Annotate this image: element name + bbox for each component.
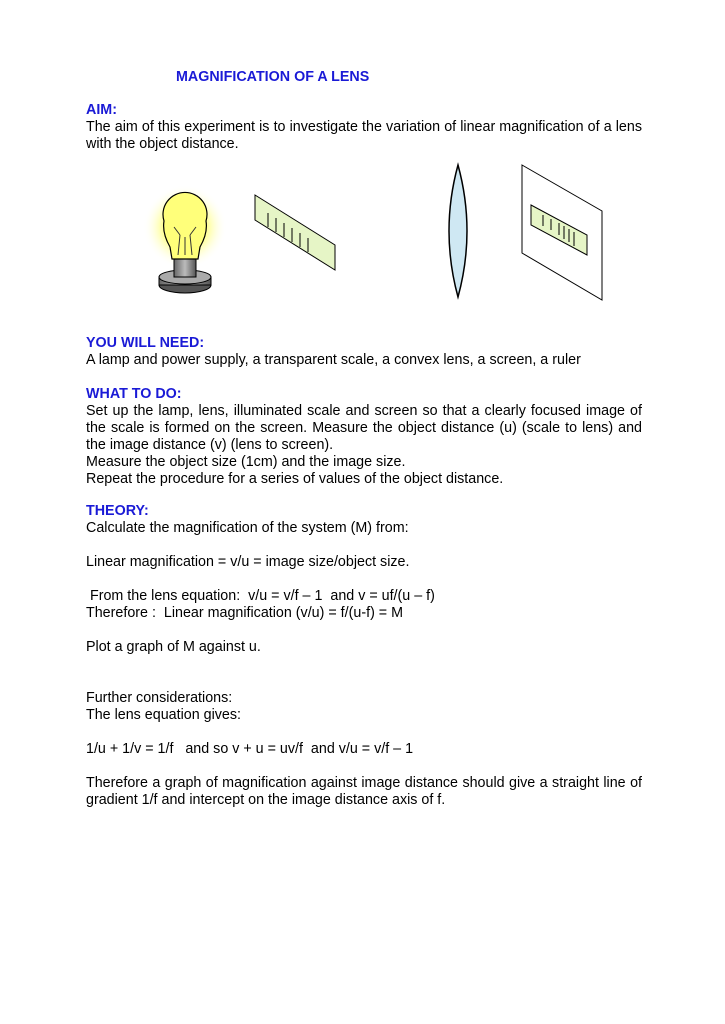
theory-line-5: Plot a graph of M against u. — [86, 639, 261, 655]
theory-section — [86, 503, 642, 809]
lamp-icon — [143, 185, 227, 293]
theory-heading: THEORY: — [86, 503, 149, 519]
todo-line-3: Repeat the procedure for a series of values of the object distance. — [86, 471, 504, 487]
aim-heading: AIM: — [86, 102, 117, 118]
theory-line-1: Calculate the magnification of the system (M) from: — [86, 520, 409, 536]
apparatus-diagram — [140, 155, 620, 315]
convex-lens-icon — [449, 165, 467, 297]
todo-heading: WHAT TO DO: — [86, 386, 182, 402]
aim-section — [86, 102, 642, 153]
theory-line-3: From the lens equation: v/u = v/f – 1 and v = uf/(u – f) — [86, 588, 435, 604]
need-heading: YOU WILL NEED: — [86, 335, 205, 351]
aim-text: The aim of this experiment is to investigate the variation of linear magnification of a lens with the object distance. — [86, 119, 642, 152]
theory-line-2: Linear magnification = v/u = image size/object size. — [86, 554, 410, 570]
theory-line-7: The lens equation gives: — [86, 707, 241, 723]
todo-line-2: Measure the object size (1cm) and the image size. — [86, 454, 406, 470]
todo-section — [86, 386, 642, 488]
scale-icon — [255, 195, 335, 270]
page-title: MAGNIFICATION OF A LENS — [176, 69, 370, 85]
screen-icon — [522, 165, 602, 300]
theory-line-6: Further considerations: — [86, 690, 233, 706]
need-text: A lamp and power supply, a transparent scale, a convex lens, a screen, a ruler — [86, 352, 581, 368]
todo-paragraph: Set up the lamp, lens, illuminated scale and screen so that a clearly focused image of the scale is formed on the screen. Measure the object distance (u) (scale to lens) and the image distance (v) (lens to screen). — [86, 403, 642, 453]
theory-line-8: 1/u + 1/v = 1/f and so v + u = uv/f and v/u = v/f – 1 — [86, 741, 414, 757]
theory-line-4: Therefore : Linear magnification (v/u) = f/(u-f) = M — [86, 605, 404, 621]
theory-line-9: Therefore a graph of magnification against image distance should give a straight line of gradient 1/f and intercept on the image distance axis of f. — [86, 775, 642, 808]
need-section — [86, 335, 642, 369]
